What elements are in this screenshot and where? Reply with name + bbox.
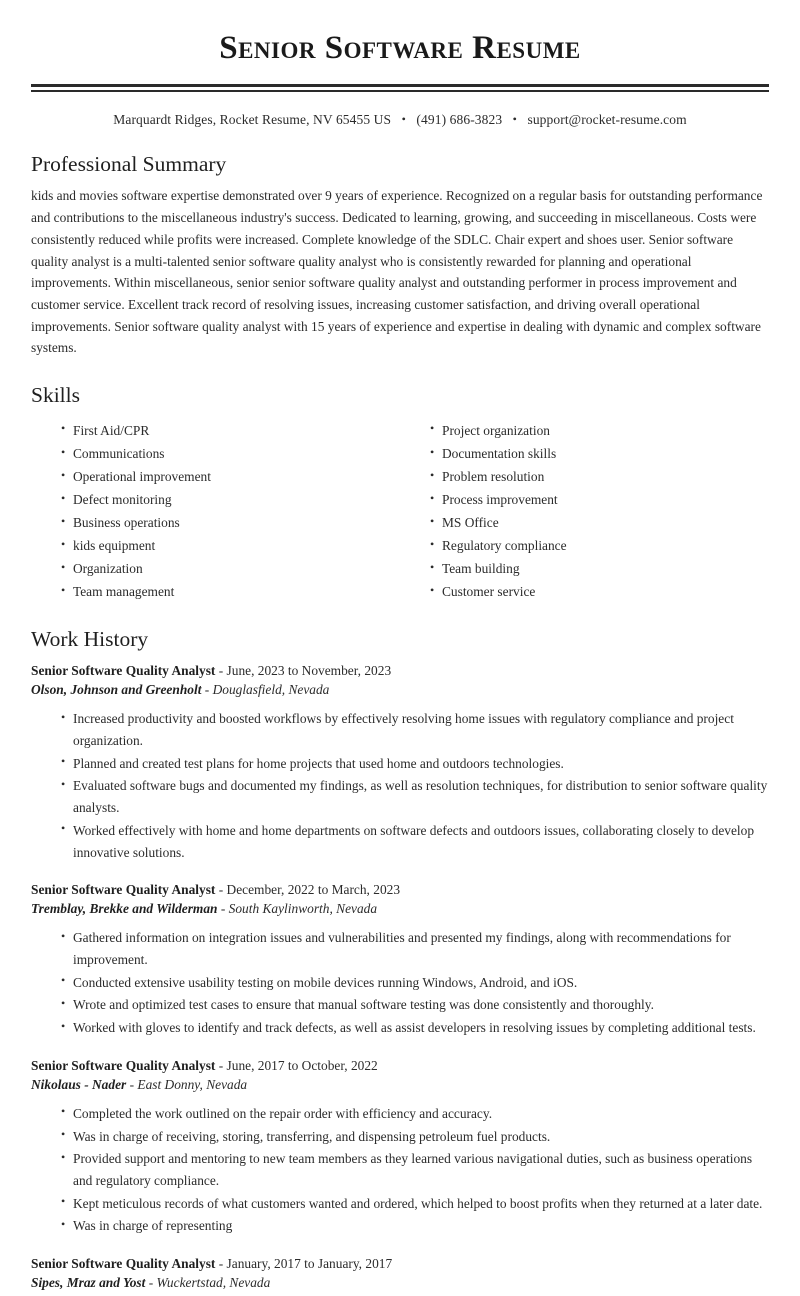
job-company: Tremblay, Brekke and Wilderman [31,901,218,917]
job-location: East Donny, Nevada [137,1076,248,1092]
skill-item: • Team building [430,557,769,580]
skill-item: • Project organization [430,419,769,442]
contact-separator-1: • [401,111,406,126]
job-title: Senior Software Quality Analyst [31,1256,216,1272]
skill-item: • Documentation skills [430,442,769,465]
work-history-entry [31,1254,769,1292]
job-title-separator: - [215,663,227,679]
section-heading-skills: Skills [31,383,80,408]
job-bullet-item: • Worked effectively with home and home departments on software defects and outdoors issues, collaborating closely to develop innovative solutions. [61,820,769,863]
skill-item: • Regulatory compliance [430,534,769,557]
skill-item: • Defect monitoring [61,488,400,511]
title-divider [31,84,769,92]
job-location: Douglasfield, Nevada [212,682,330,698]
contact-email: support@rocket-resume.com [527,111,687,127]
skill-item: • Operational improvement [61,465,400,488]
job-bullet-item: • Provided support and mentoring to new team members as they learned various navigational duties, such as business operations and regulatory compliance. [61,1148,769,1191]
skill-item: • Customer service [430,580,769,603]
skill-item: • kids equipment [61,534,400,557]
job-company-line [31,1273,769,1292]
skills-column-right [400,419,769,603]
contact-address: Marquardt Ridges, Rocket Resume, NV 65455 US [113,111,392,127]
job-title-line [31,1254,769,1273]
skill-item: • Process improvement [430,488,769,511]
job-company-line [31,1075,769,1094]
job-bullet-item: • Increased productivity and boosted workflows by effectively resolving home issues with regulatory compliance and project organization. [61,708,769,751]
job-company-separator: - [201,682,213,698]
job-title: Senior Software Quality Analyst [31,663,216,679]
skill-item: • Business operations [61,511,400,534]
summary-text: kids and movies software expertise demonstrated over 9 years of experience. Recognized on a regular basis for outstanding performance and contributions to the miscellaneous industry's success. Dedicated to learning, growing, and succeeding in miscellaneous. Costs were consistently reduced while profits were increased. Complete knowledge of the SDLC. Chair expert and shoes user. Senior software quality analyst is a multi-talented senior software quality analyst who is consistently rewarded for planning and operational improvements. Within miscellaneous, senior senior software quality analyst and outstanding performer in process improvement and customer service. Excellent track record of resolving issues, increasing customer satisfaction, and driving overall operational improvements. Senior software quality analyst with 15 years of experience and expertise in dealing with dynamic and complex software systems. [31,188,763,356]
skill-item: • Problem resolution [430,465,769,488]
job-bullet-item: • Completed the work outlined on the repair order with efficiency and accuracy. [61,1103,769,1125]
skill-item: • Organization [61,557,400,580]
job-company: Nikolaus - Nader [31,1076,127,1092]
job-title-line [31,1056,769,1075]
job-company-separator: - [145,1275,157,1291]
job-dates: January, 2017 to January, 2017 [226,1256,393,1272]
contact-line [31,112,769,128]
job-company-line [31,899,769,918]
divider-thin-line [31,90,769,92]
skill-item: • MS Office [430,511,769,534]
contact-separator-2: • [512,111,517,126]
section-heading-summary: Professional Summary [31,151,227,176]
job-bullet-item: • Conducted extensive usability testing on mobile devices running Windows, Android, and iOS. [61,972,769,994]
job-location: South Kaylinworth, Nevada [228,901,378,917]
job-dates: June, 2023 to November, 2023 [226,663,392,679]
job-company: Sipes, Mraz and Yost [31,1275,146,1291]
job-company-separator: - [217,901,229,917]
job-bullet-list [31,927,769,1039]
job-company: Olson, Johnson and Greenholt [31,682,202,698]
job-title-line [31,661,769,680]
job-bullet-list [31,1103,769,1237]
skills-columns [31,419,769,603]
section-heading-work-history: Work History [31,627,149,652]
skill-item: • Team management [61,580,400,603]
job-title-separator: - [215,1057,227,1073]
skill-item: • Communications [61,442,400,465]
job-title: Senior Software Quality Analyst [31,1057,216,1073]
skills-list-left [31,419,400,603]
work-history-entry [31,661,769,863]
page-title: Senior Software Resume [219,30,581,66]
job-company-line [31,680,769,699]
job-bullet-item: • Wrote and optimized test cases to ensure that manual software testing was done consistently and thoroughly. [61,994,769,1016]
skill-item: • First Aid/CPR [61,419,400,442]
job-bullet-list [31,708,769,863]
job-company-separator: - [126,1076,138,1092]
job-bullet-item: • Was in charge of representing [61,1215,769,1237]
job-title-separator: - [215,882,227,898]
job-bullet-item: • Gathered information on integration issues and vulnerabilities and presented my findings, along with recommendations for improvement. [61,927,769,970]
skills-column-left [31,419,400,603]
job-bullet-item: • Evaluated software bugs and documented my findings, as well as resolution techniques, for distribution to senior software quality analysts. [61,775,769,818]
work-history-entry [31,880,769,1039]
job-location: Wuckertstad, Nevada [156,1275,271,1291]
contact-phone: (491) 686-3823 [416,111,503,127]
job-title-line [31,880,769,899]
job-bullet-item: • Worked with gloves to identify and track defects, as well as assist developers in resolving issues by completing additional tests. [61,1017,769,1039]
job-title: Senior Software Quality Analyst [31,882,216,898]
job-title-separator: - [215,1256,227,1272]
job-bullet-item: • Was in charge of receiving, storing, transferring, and dispensing petroleum fuel products. [61,1126,769,1148]
job-bullet-item: • Kept meticulous records of what customers wanted and ordered, which helped to boost profits when they returned at a later date. [61,1193,769,1215]
job-dates: December, 2022 to March, 2023 [226,882,401,898]
work-history-entry [31,1056,769,1237]
job-dates: June, 2017 to October, 2022 [226,1057,378,1073]
skills-list-right [400,419,769,603]
work-history-list [31,661,769,1296]
job-bullet-item: • Planned and created test plans for home projects that used home and outdoors technologies. [61,753,769,775]
